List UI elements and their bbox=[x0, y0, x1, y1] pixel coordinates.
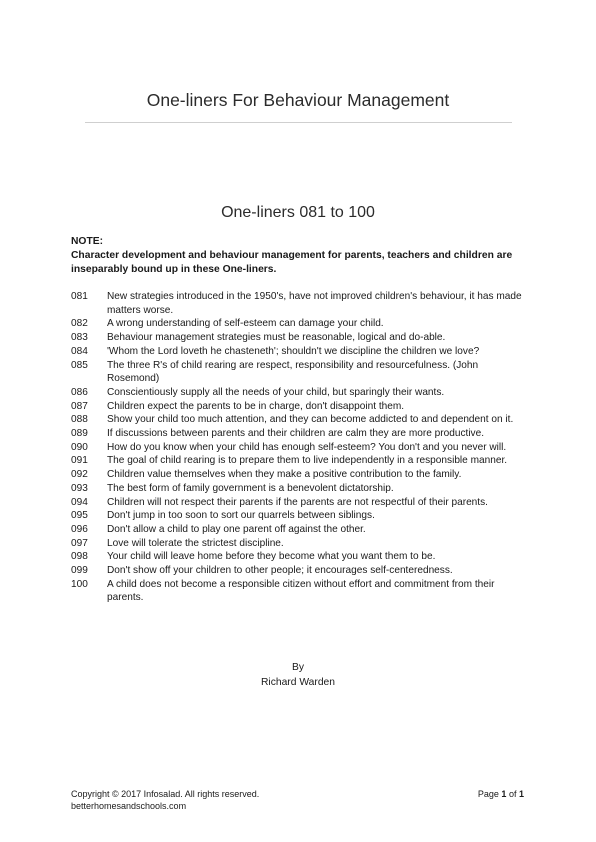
liner-number: 087 bbox=[71, 400, 88, 412]
liner-text: Children expect the parents to be in charge, don't disappoint them. bbox=[107, 400, 405, 412]
list-item bbox=[71, 386, 531, 400]
list-item bbox=[71, 550, 531, 564]
liner-text: Your child will leave home before they become what you want them to be. bbox=[107, 551, 436, 563]
list-item bbox=[71, 413, 531, 427]
document-title: One-liners For Behaviour Management bbox=[146, 90, 450, 110]
list-item bbox=[71, 345, 531, 359]
liner-number: 086 bbox=[71, 386, 88, 398]
note-block bbox=[71, 235, 531, 277]
byline-by: By bbox=[291, 662, 305, 673]
one-liners-list bbox=[71, 290, 531, 605]
liner-text: Behaviour management strategies must be reasonable, logical and do-able. bbox=[107, 332, 446, 344]
liner-number: 082 bbox=[71, 318, 88, 330]
liner-number: 084 bbox=[71, 345, 88, 357]
list-item bbox=[71, 317, 531, 331]
liner-number: 090 bbox=[71, 441, 88, 453]
page-total: 1 bbox=[518, 789, 524, 799]
liner-text: A wrong understanding of self-esteem can damage your child. bbox=[107, 318, 384, 330]
note-label: NOTE: bbox=[71, 236, 104, 247]
liner-text: The best form of family government is a benevolent dictatorship. bbox=[107, 482, 394, 494]
byline-author: Richard Warden bbox=[260, 677, 335, 688]
liner-number: 100 bbox=[71, 578, 88, 590]
footer-left bbox=[71, 788, 259, 812]
list-item bbox=[71, 509, 531, 523]
liner-number: 083 bbox=[71, 332, 88, 344]
list-item bbox=[71, 537, 531, 551]
liner-number: 094 bbox=[71, 496, 88, 508]
list-item bbox=[71, 496, 531, 510]
liner-text: Children value themselves when they make a positive contribution to the family. bbox=[107, 469, 462, 481]
liner-number: 098 bbox=[71, 551, 88, 563]
website-link[interactable]: betterhomesandschools.com bbox=[71, 801, 187, 811]
list-item bbox=[71, 454, 531, 468]
page-current: 1 bbox=[501, 789, 507, 799]
list-item bbox=[71, 578, 531, 605]
list-item bbox=[71, 468, 531, 482]
liner-text: Don't show off your children to other people; it encourages self-centeredness. bbox=[107, 565, 453, 577]
list-item bbox=[71, 331, 531, 345]
liner-number: 091 bbox=[71, 455, 88, 467]
list-item bbox=[71, 482, 531, 496]
liner-number: 093 bbox=[71, 482, 88, 494]
liner-number: 096 bbox=[71, 523, 88, 535]
list-item bbox=[71, 290, 531, 317]
liner-number: 099 bbox=[71, 565, 88, 577]
liner-text: Don't jump in too soon to sort our quarrels between siblings. bbox=[107, 510, 375, 522]
copyright-text: Copyright © 2017 Infosalad. All rights reserved. bbox=[71, 789, 260, 799]
liner-number: 097 bbox=[71, 537, 88, 549]
liner-text: The goal of child rearing is to prepare them to live independently in a responsible manner. bbox=[107, 455, 508, 467]
liner-text: Don't allow a child to play one parent off against the other. bbox=[107, 523, 366, 535]
section-heading: One-liners 081 to 100 bbox=[221, 204, 375, 221]
page-label: Page bbox=[477, 789, 499, 799]
liner-number: 081 bbox=[71, 291, 88, 302]
liner-text: Children will not respect their parents if the parents are not respectful of their parents. bbox=[107, 496, 488, 508]
liner-text: 'Whom the Lord loveth he chasteneth'; shouldn't we discipline the children we love? bbox=[107, 345, 480, 357]
liner-number: 095 bbox=[71, 510, 88, 522]
title-divider bbox=[85, 122, 512, 123]
page-number bbox=[478, 788, 524, 800]
note-text: Character development and behaviour management for parents, teachers and children are inseparably bound up in these One-liners. bbox=[71, 250, 513, 275]
list-item bbox=[71, 400, 531, 414]
liner-text: Conscientiously supply all the needs of your child, but sparingly their wants. bbox=[107, 386, 445, 398]
list-item bbox=[71, 441, 531, 455]
byline bbox=[0, 660, 596, 690]
page-of: of bbox=[508, 789, 517, 799]
list-item bbox=[71, 427, 531, 441]
liner-number: 085 bbox=[71, 359, 88, 371]
liner-text: If discussions between parents and their children are calm they are more productive. bbox=[107, 428, 485, 440]
liner-text: New strategies introduced in the 1950's, have not improved children's behaviour, it has made matters worse. bbox=[107, 291, 522, 316]
liner-text: A child does not become a responsible citizen without effort and commitment from their parents. bbox=[107, 578, 495, 604]
liner-text: How do you know when your child has enough self-esteem? You don't and you never will. bbox=[107, 441, 507, 453]
list-item bbox=[71, 359, 531, 386]
list-item bbox=[71, 564, 531, 578]
liner-number: 089 bbox=[71, 428, 88, 440]
liner-text: Love will tolerate the strictest discipline. bbox=[107, 537, 284, 549]
list-item bbox=[71, 523, 531, 537]
liner-number: 088 bbox=[71, 414, 88, 426]
liner-text: The three R's of child rearing are respect, responsibility and resourcefulness. (John Rosemond) bbox=[107, 359, 479, 385]
liner-number: 092 bbox=[71, 469, 88, 481]
liner-text: Show your child too much attention, and they can become addicted to and dependent on it. bbox=[107, 414, 514, 426]
